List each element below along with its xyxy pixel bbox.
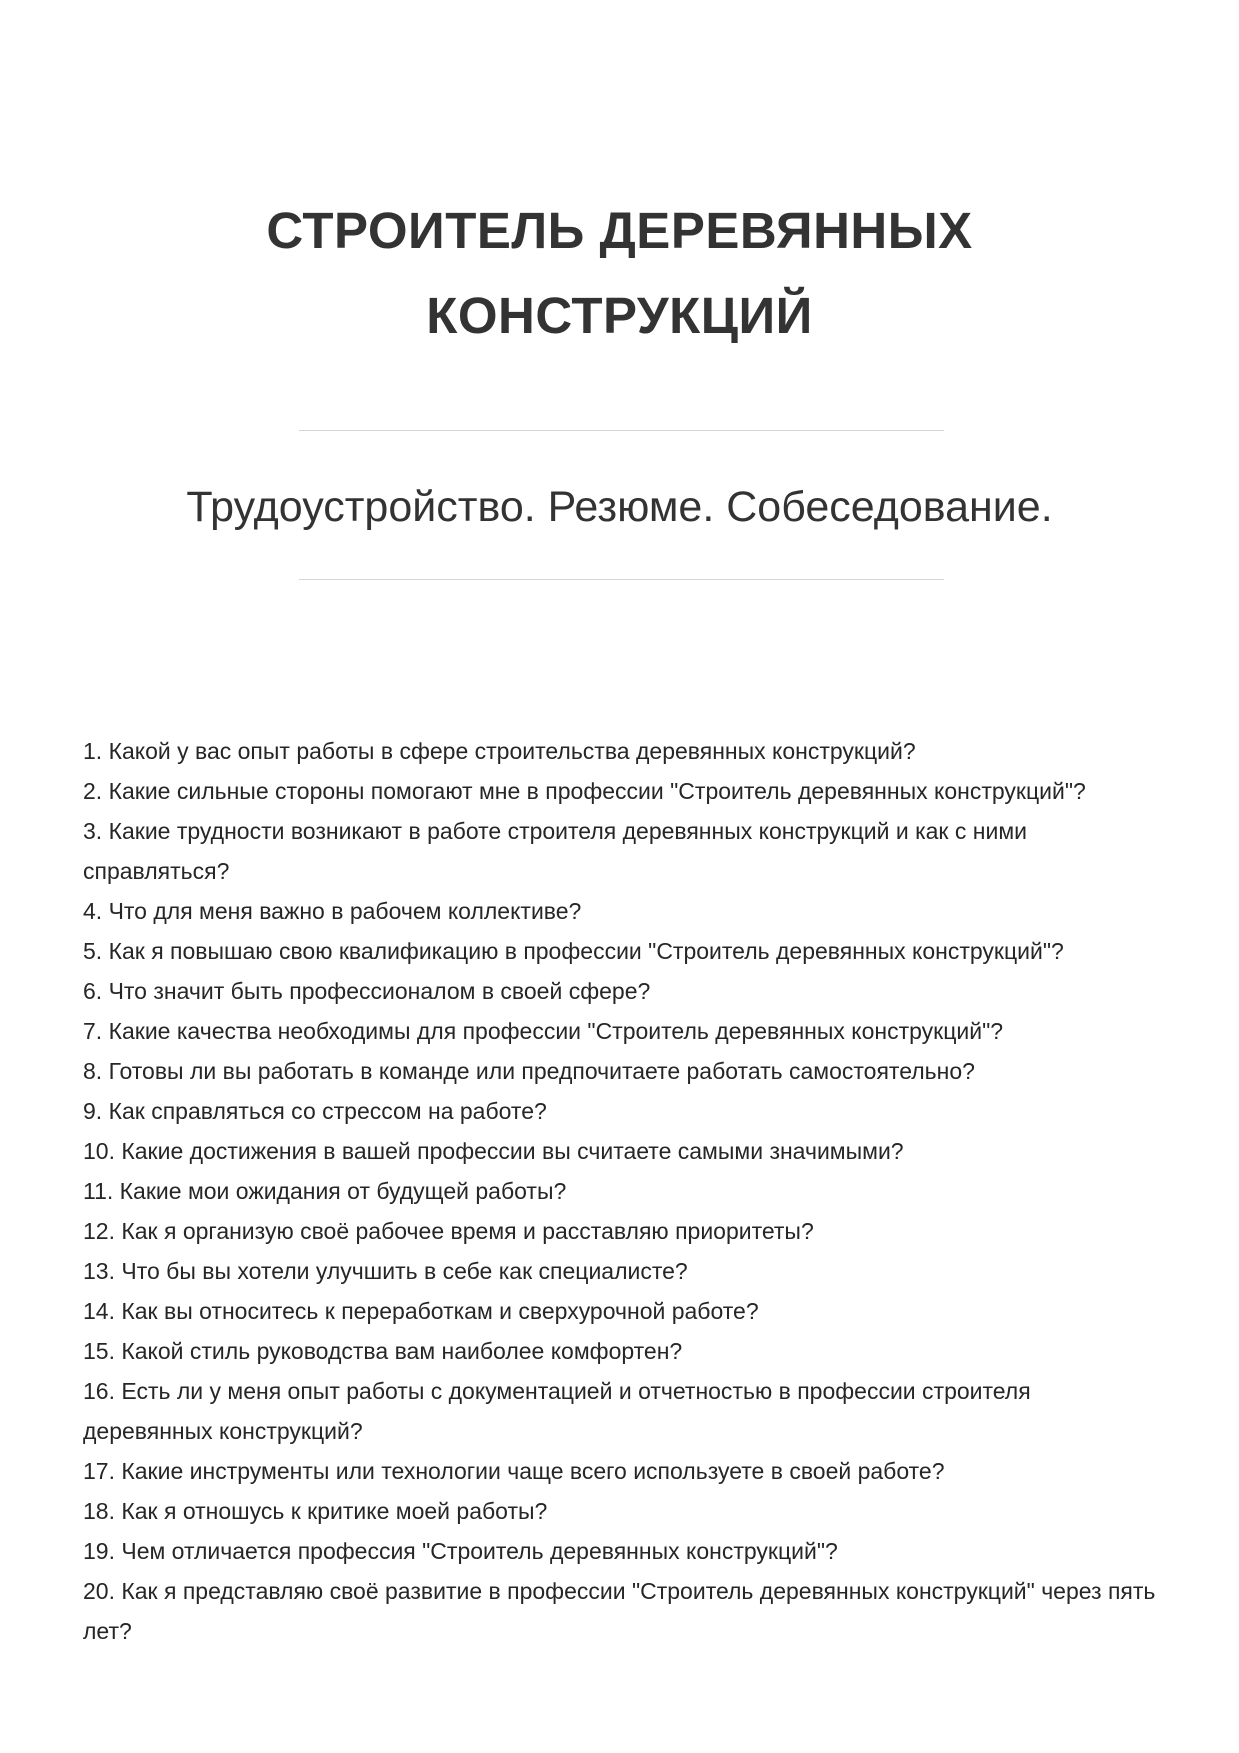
question-item-8: 8. Готовы ли вы работать в команде или предпочитаете работать самостоятельно?: [83, 1058, 975, 1084]
question-item-3: 3. Какие трудности возникают в работе строителя деревянных конструкций и как с ними справляться?: [83, 818, 1027, 884]
question-item-2: 2. Какие сильные стороны помогают мне в профессии "Строитель деревянных конструкций"?: [83, 778, 1086, 804]
question-item-19: 19. Чем отличается профессия "Строитель деревянных конструкций"?: [83, 1538, 838, 1564]
question-item-18: 18. Как я отношусь к критике моей работы?: [83, 1498, 548, 1524]
top-divider: [299, 430, 944, 431]
question-item-1: 1. Какой у вас опыт работы в сфере строительства деревянных конструкций?: [83, 738, 916, 764]
question-item-6: 6. Что значит быть профессионалом в своей сфере?: [83, 978, 651, 1004]
question-item-10: 10. Какие достижения в вашей профессии вы считаете самыми значимыми?: [83, 1138, 904, 1164]
question-item-17: 17. Какие инструменты или технологии чаще всего используете в своей работе?: [83, 1458, 945, 1484]
question-item-15: 15. Какой стиль руководства вам наиболее комфортен?: [83, 1338, 683, 1364]
document-title: [100, 188, 1139, 358]
question-item-11: 11. Какие мои ожидания от будущей работы?: [83, 1178, 567, 1204]
document-subtitle: Трудоустройство. Резюме. Собеседование.: [186, 483, 1053, 531]
question-item-14: 14. Как вы относитесь к переработкам и сверхурочной работе?: [83, 1298, 759, 1324]
question-list: [83, 731, 1163, 1651]
question-item-13: 13. Что бы вы хотели улучшить в себе как специалисте?: [83, 1258, 688, 1284]
question-item-12: 12. Как я организую своё рабочее время и расставляю приоритеты?: [83, 1218, 814, 1244]
question-item-5: 5. Как я повышаю свою квалификацию в профессии "Строитель деревянных конструкций"?: [83, 938, 1064, 964]
bottom-divider: [299, 579, 944, 580]
title-line-2: КОНСТРУКЦИЙ: [426, 287, 813, 344]
title-line-1: СТРОИТЕЛЬ ДЕРЕВЯННЫХ: [266, 202, 973, 259]
question-item-9: 9. Как справляться со стрессом на работе?: [83, 1098, 547, 1124]
question-item-4: 4. Что для меня важно в рабочем коллективе?: [83, 898, 582, 924]
question-item-20: 20. Как я представляю своё развитие в профессии "Строитель деревянных конструкций" через пять лет?: [83, 1578, 1156, 1644]
question-item-16: 16. Есть ли у меня опыт работы с документацией и отчетностью в профессии строителя деревянных конструкций?: [83, 1378, 1031, 1444]
question-item-7: 7. Какие качества необходимы для профессии "Строитель деревянных конструкций"?: [83, 1018, 1004, 1044]
